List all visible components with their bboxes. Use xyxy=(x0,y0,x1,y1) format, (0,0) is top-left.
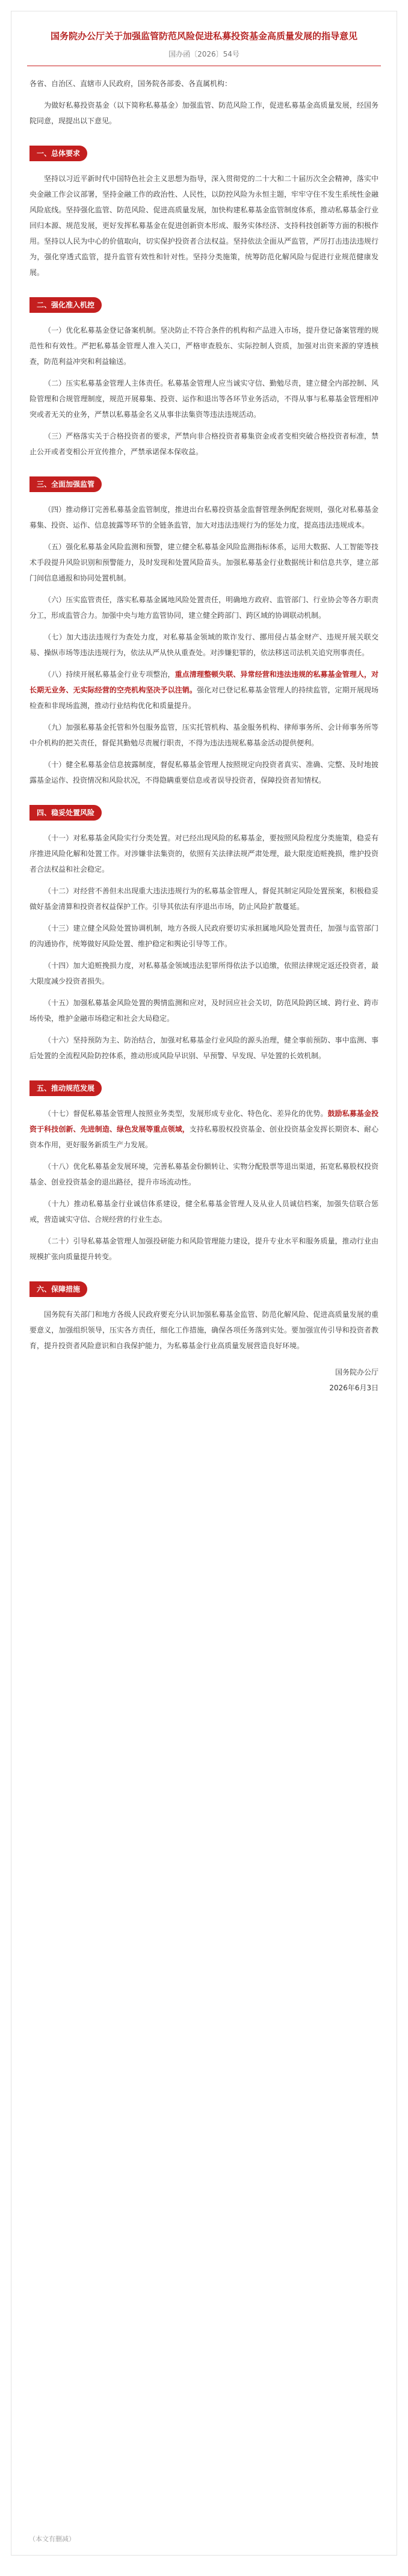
paragraph-lead: （十七）督促私募基金管理人按照业务类型，发展形成专业化、特色化、差异化的优势。 xyxy=(44,1109,328,1118)
section-heading-4: 四、稳妥处置风险 xyxy=(29,805,102,821)
paragraph xyxy=(29,1106,379,1153)
paragraph-lead: （八）持续开展私募基金行业专项整治， xyxy=(44,670,175,679)
paragraph: 国务院有关部门和地方各级人民政府要充分认识加强私募基金监管、防范化解风险、促进高质量发展的重要意义，加强组织领导，压实各方责任，细化工作措施，确保各项任务落到实处。要加强宣传引导和投资者教育，提升投资者风险意识和自我保护能力，为私募基金行业高质量发展营造良好环境。 xyxy=(29,1310,379,1350)
section-heading-1: 一、总体要求 xyxy=(29,146,87,161)
paragraph: （十五）加强私募基金风险处置的舆情监测和应对，及时回应社会关切，防范风险跨区域、跨行业、跨市场传染，维护金融市场稳定和社会大局稳定。 xyxy=(29,999,379,1023)
paragraph: （十六）坚持预防为主、防治结合，加强对私募基金行业风险的源头治理，健全事前预防、事中监测、事后处置的全流程风险防控体系，推动形成风险早识别、早预警、早发现、早处置的长效机制。 xyxy=(29,1036,379,1060)
section-heading-2: 二、强化准入机控 xyxy=(29,297,102,313)
section-heading-6: 六、保障措施 xyxy=(29,1281,87,1297)
issuer: 国务院办公厅 xyxy=(335,1368,379,1376)
document-body xyxy=(29,76,379,1396)
document-frame xyxy=(11,11,397,2556)
signature-block xyxy=(29,1364,379,1396)
paragraph: 坚持以习近平新时代中国特色社会主义思想为指导，深入贯彻党的二十大和二十届历次全会精神，落实中央金融工作会议部署，坚持金融工作的政治性、人民性，以防控风险为永恒主题，牢牢守住不发生系统性金融风险底线。坚持强化监管、防范风险、促进高质量发展，加快构建私募基金监管制度体系，推动私募基金行业回归本源、规范发展，更好发挥私募基金在促进创新资本形成、服务实体经济、支持科技创新等方面的积极作用。坚持以人民为中心的价值取向，切实保护投资者合法权益。坚持依法全面从严监管，严厉打击违法违规行为，强化穿透式监管，提升监管有效性和针对性。坚持分类施策，统筹防范化解风险与促进行业规范健康发展。 xyxy=(29,174,379,277)
intro-paragraph: 为做好私募投资基金（以下简称私募基金）加强监管、防范风险工作，促进私募基金高质量发展，经国务院同意，现提出以下意见。 xyxy=(29,101,379,125)
paragraph: （三）严格落实关于合格投资者的要求，严禁向非合格投资者募集资金或者变相突破合格投资者标准，禁止公开或者变相公开宣传推介，严禁承诺保本保收益。 xyxy=(29,432,379,456)
paragraph: （五）强化私募基金风险监测和预警，建立健全私募基金风险监测指标体系，运用大数据、人工智能等技术手段提升风险识别和预警能力，及时发现和处置风险苗头。加强私募基金行业数据统计和信息共享，建立部门间信息通报和协同处置机制。 xyxy=(29,543,379,582)
edit-note: （本文有删减） xyxy=(29,2535,75,2543)
paragraph: （十四）加大追赃挽损力度，对私募基金领域违法犯罪所得依法予以追缴，依照法律规定返还投资者，最大限度减少投资者损失。 xyxy=(29,961,379,985)
highlighted-text: 鼓励私募基金投资于科技创新、先进制造、绿色发展等重点领域， xyxy=(29,1109,379,1133)
salutation: 各省、自治区、直辖市人民政府，国务院各部委、各直属机构： xyxy=(29,79,232,88)
paragraph: （十一）对私募基金风险实行分类处置。对已经出现风险的私募基金，要按照风险程度分类施策，稳妥有序推进风险化解和处置工作。对涉嫌非法集资的，依照有关法律法规严肃处理，最大限度追赃挽损，维护投资者合法权益和社会稳定。 xyxy=(29,834,379,874)
section-heading-5: 五、推动规范发展 xyxy=(29,1080,102,1096)
paragraph: （二十）引导私募基金管理人加强投研能力和风险管理能力建设，提升专业水平和服务质量，推动行业由规模扩张向质量提升转变。 xyxy=(29,1237,379,1261)
paragraph: （十八）优化私募基金发展环境，完善私募基金份额转让、实物分配股票等退出渠道，拓宽私募股权投资基金、创业投资基金的退出路径，提升市场流动性。 xyxy=(29,1162,379,1186)
paragraph: （一）优化私募基金登记备案机制。坚决防止不符合条件的机构和产品进入市场，提升登记备案管理的规范性和有效性。严把私募基金管理人准入关口，严格审查股东、实际控制人资质，加强对出资来源的穿透核查，防范利益冲突和利益输送。 xyxy=(29,326,379,366)
issue-date: 2026年6月3日 xyxy=(329,1384,379,1392)
paragraph: （九）加强私募基金托管和外包服务监管，压实托管机构、基金服务机构、律师事务所、会计师事务所等中介机构的把关责任，督促其勤勉尽责履行职责，不得为违法违规私募基金活动提供便利。 xyxy=(29,723,379,747)
paragraph: （四）推动修订完善私募基金监管制度，推进出台私募投资基金监督管理条例配套规则，强化对私募基金募集、投资、运作、信息披露等环节的全链条监管，加大对违法违规行为的惩处力度，提高违法违规成本。 xyxy=(29,505,379,529)
document-title: 国务院办公厅关于加强监管防范风险促进私募投资基金高质量发展的指导意见 xyxy=(50,31,357,42)
highlighted-text: 重点清理整顿失联、异常经营和违法违规的私募基金管理人，对长期无业务、无实际经营的空壳机构坚决予以注销。 xyxy=(29,670,379,694)
paragraph: （十九）推动私募基金行业诚信体系建设，健全私募基金管理人及从业人员诚信档案，加强失信联合惩戒，营造诚实守信、合规经营的行业生态。 xyxy=(29,1200,379,1224)
paragraph-tail: 支持私募股权投资基金、创业投资基金发挥长期资本、耐心资本作用，更好服务新质生产力发展。 xyxy=(29,1125,379,1149)
paragraph xyxy=(29,667,379,713)
paragraph: （六）压实监管责任，落实私募基金属地风险处置责任，明确地方政府、监管部门、行业协会等各方职责分工，形成监管合力。加强中央与地方监管协同，建立健全跨部门、跨区域的协调联动机制。 xyxy=(29,596,379,620)
paragraph: （十二）对经营不善但未出现重大违法违规行为的私募基金管理人，督促其制定风险处置预案，积极稳妥做好基金清算和投资者权益保护工作。引导其依法有序退出市场，防止风险扩散蔓延。 xyxy=(29,887,379,911)
paragraph: （七）加大违法违规行为查处力度，对私募基金领域的欺诈发行、挪用侵占基金财产、违规开展关联交易、操纵市场等违法违规行为，依法从严从快从重查处。对涉嫌犯罪的，依法移送司法机关追究刑事责任。 xyxy=(29,633,379,657)
paragraph: （十三）建立健全风险处置协调机制，地方各级人民政府要切实承担属地风险处置责任，加强与监管部门的沟通协作，统筹做好风险处置、维护稳定和舆论引导等工作。 xyxy=(29,924,379,948)
paragraph-tail: 强化对已登记私募基金管理人的持续监管，定期开展现场检查和非现场监测，推动行业结构优化和质量提升。 xyxy=(29,686,379,710)
document-number: 国办函〔2026〕54号 xyxy=(168,50,240,58)
paragraph: （二）压实私募基金管理人主体责任。私募基金管理人应当诚实守信、勤勉尽责，建立健全内部控制、风险管理和合规管理制度，规范开展募集、投资、运作和退出等各环节业务活动，不得从事与私募基金管理相冲突或者无关的业务，严禁以私募基金名义从事非法集资等违法违规活动。 xyxy=(29,379,379,419)
section-heading-3: 三、全面加强监管 xyxy=(29,476,102,492)
paragraph: （十）健全私募基金信息披露制度，督促私募基金管理人按照规定向投资者真实、准确、完整、及时地披露基金运作、投资情况和风险状况，不得隐瞒重要信息或者误导投资者，保障投资者知情权。 xyxy=(29,760,379,784)
